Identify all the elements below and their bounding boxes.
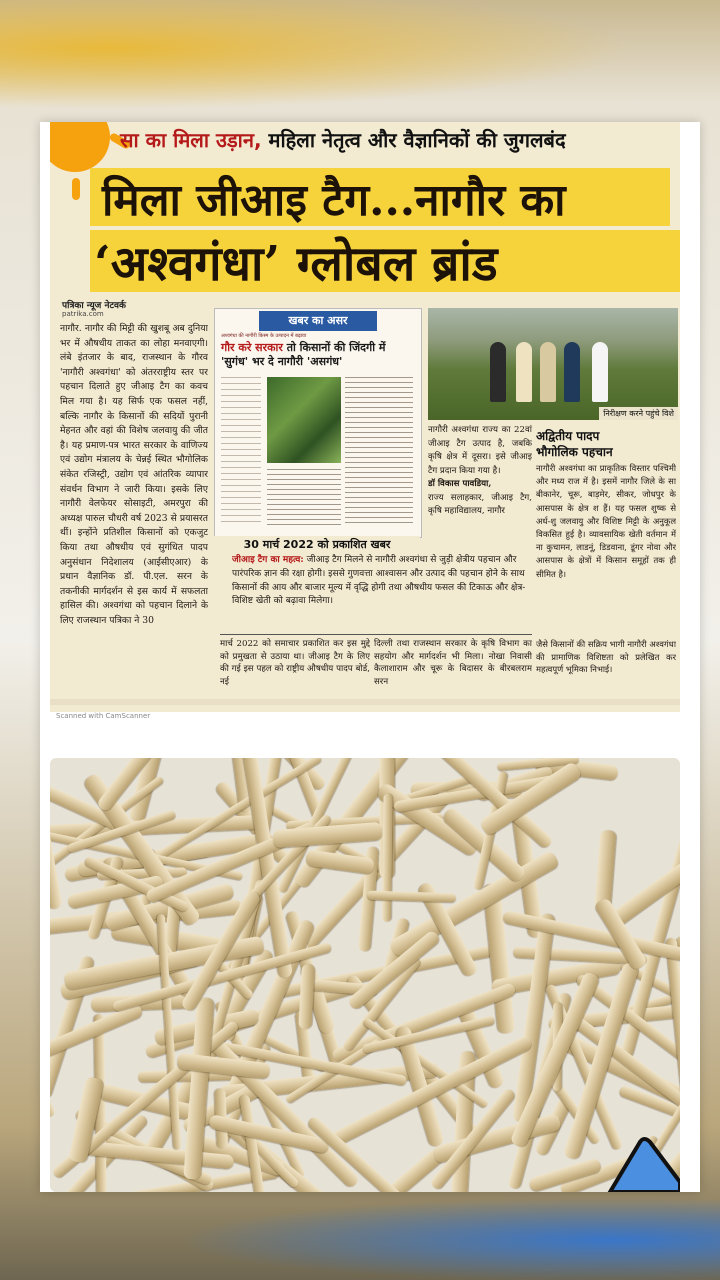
gi-importance-box (232, 554, 532, 632)
expert-role: राज्य सलाहकार, जीआइ टैग, कृषि महाविद्यालय, नागौर (428, 492, 532, 516)
story-card (40, 122, 700, 1192)
person-figure (592, 342, 608, 402)
scanner-watermark: Scanned with CamScanner (56, 712, 151, 720)
byline-site: patrika.com (62, 310, 104, 318)
strapline-rest: महिला नेतृत्व और वैज्ञानिकों की जुगलबंद (261, 128, 566, 152)
byline: पत्रिका न्यूज नेटवर्क (62, 301, 126, 311)
bottom-column-3: जैसे किसानों की सक्रिय भागी नागौरी अश्वगंधा की प्रामाणिक विशिष्टता को प्रलेखित कर महत्वपूर्ण भूमिका निभाई। (536, 639, 676, 675)
side-heading-line2: भौगोलिक पहचान (536, 445, 613, 459)
sun-ray (72, 178, 80, 200)
inset-text-lines (345, 377, 413, 527)
field-inspection-photo (428, 308, 678, 420)
gi-importance-text: जीआइ टैग मिलने से नागौरी अश्वगंधा से जुड़ी क्षेत्रीय पहचान और पारंपरिक ज्ञान की रक्षा होगी। इससे गुणवत्ता आश्वासन और उत्पाद की पहचान होने के साथ किसानों की आय और बाजार मूल्य में वृद्धि होगी तथा औषधीय फसल की टिकाऊ और क्षेत्र-विशिष्ट खेती को बढ़ावा मिलेगा। (232, 555, 526, 607)
inset-text-lines (267, 469, 341, 527)
side-heading-line1: अद्वितीय पादप (536, 429, 600, 443)
newspaper-clipping (50, 122, 680, 712)
headline-line2: ‘अश्वगंधा’ ग्लोबल ब्रांड (94, 236, 498, 292)
inset-text-lines (221, 377, 261, 527)
root-piece (298, 963, 314, 1029)
inset-subhead: अश्वगंधा की नागौरी किस्म के उत्पादन में बढ़ावा (221, 333, 307, 339)
person-figure (516, 342, 532, 402)
root-piece (382, 793, 392, 922)
footer-rule (50, 699, 680, 705)
root-piece (367, 891, 456, 903)
side-heading (536, 428, 676, 460)
person-figure (490, 342, 506, 402)
inset-headline (221, 341, 415, 369)
bottom-column-1: मार्च 2022 को समाचार प्रकाशित कर इस मुद्दे को प्रमुखता से उठाया था। जीआइ टैग के लिए की गई इस पहल को राष्ट्रीय औषधीय पादप बोर्ड, नई (220, 639, 370, 687)
article-column-4: नागौरी अश्वगंधा का प्राकृतिक विस्तार पश्चिमी और मध्य राज में है। इसमें नागौर जिले के सा बीकानेर, चूरू, बाड़मेर, सीकर, जोधपुर के आसपास के क्षेत्र श हैं। यह फसल शुष्क से अर्ध-शु जलवायु और विशिष्ट मिट्टी के अनुकूल विकसित हुई है। व्यावसायिक खेती वर्तमान में ना कुचामन, लाडनूं, डिडवाना, डूंगर नोवा और आसपास के क्षेत्रों में किसान समूहों तक ही सीमित है। (536, 463, 676, 579)
sun-icon (50, 122, 110, 172)
person-figure (540, 342, 556, 402)
expert-name: डॉ विकास पावडिया, (428, 479, 492, 489)
divider (220, 634, 532, 635)
inset-body (221, 371, 415, 531)
inset-clipping (214, 308, 422, 538)
person-figure (564, 342, 580, 402)
corner-shape-icon (600, 1122, 680, 1192)
strapline (120, 126, 566, 153)
article-column-1: नागौर. नागौर की मिट्टी की खुशबू अब दुनिया भर में औषधीय ताकत का लोहा मनवाएगी। लंबे इंतजार के बाद, राजस्थान के गौरव 'नागौरी अश्वगंधा' को अंतरराष्ट्रीय स्तर पर पहचान दिलाते हुए जीआइ टैग का कवच मिल गया है। यह सिर्फ एक फसल नहीं, बल्कि नागौर के किसानों की सदियों पुरानी मेहनत और वहां की विशेष जलवायु की जीत है। यह प्रमाण-पत्र भारत सरकार के वाणिज्य एवं उद्योग मंत्रालय के चेन्नई स्थित भौगोलिक संकेत रजिस्ट्री, उद्योग एवं आंतरिक व्यापार संवर्धन विभाग ने जारी किया। इसके लिए नागौरी वेलफेयर सोसाइटी, अमरपुरा की अध्यक्ष पारुल चौधरी वर्ष 2023 से प्रयासरत थीं। इन्होंने प्रतिशील किसानों को एकजुट किया तथा औषधीय एवं सुगंधित पादप अनुसंधान निदेशालय (आईसीएआर) के प्रधान वैज्ञानिक डॉ. पी.एल. सरन के तकनीकी मार्गदर्शन से इस कार्य में सफलता हासिल की। अश्वगंधा को पहचान दिलाने के लिए राजस्थान पत्रिका ने 30 (60, 323, 208, 626)
inset-headline-rest: तो किसानों की जिंदगी में 'सुगंध' भर दे नागौरी 'असगंध' (221, 341, 386, 368)
gi-importance-lead: जीआइ टैग का महत्व: (232, 555, 304, 565)
dried-ashwagandha-roots-photo (50, 758, 680, 1192)
inset-tag: खबर का असर (259, 311, 377, 331)
headline-line1: मिला जीआइ टैग...नागौर का (102, 175, 566, 226)
photo-caption: निरीक्षण करने पहुंचे विशे (599, 407, 678, 420)
bottom-column-2: दिल्ली तथा राजस्थान सरकार के कृषि विभाग का सहयोग और मार्गदर्शन भी मिला। नोखा निवासी कैलाशाराम और चूरू के बिदासर के बीरबलराम सरन (374, 639, 532, 687)
article-column-3 (428, 424, 532, 560)
ashwagandha-plant-photo (267, 377, 341, 463)
inset-headline-red: गौर करे सरकार (221, 341, 283, 354)
inset-date: 30 मार्च 2022 को प्रकाशित खबर (214, 536, 420, 554)
strapline-red: सा का मिला उड़ान, (120, 128, 262, 152)
column-3-text: नागौरी अश्वगंधा राज्य का 22वां जीआइ टैग उत्पाद है, जबकि कृषि क्षेत्र में दूसरा। इसे जीआइ टैग प्रदान किया गया है। (428, 425, 532, 476)
